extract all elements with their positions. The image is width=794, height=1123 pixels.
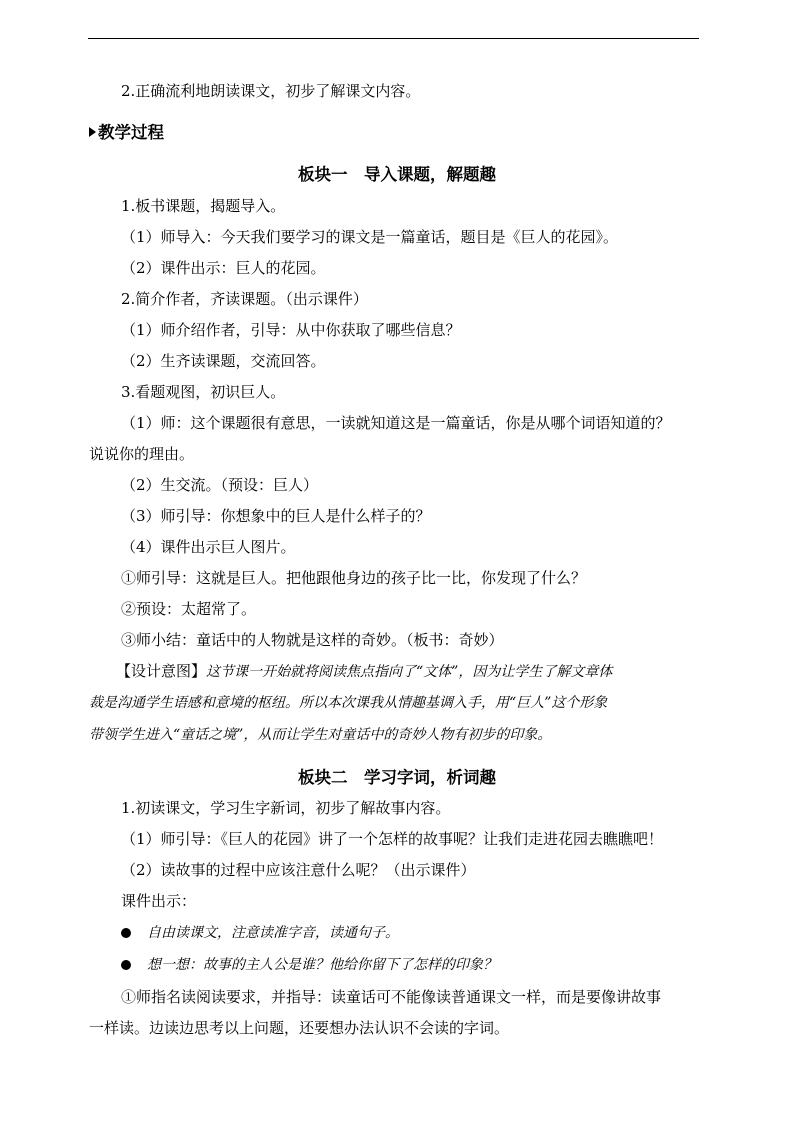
paragraph-line: 课件出示： (121, 892, 197, 910)
header-rule (88, 38, 699, 39)
paragraph-line: ①师引导：这就是巨人。把他跟他身边的孩子比一比，你发现了什么？ (121, 569, 587, 587)
paragraph-line: （1）师介绍作者，引导：从中你获取了哪些信息？ (121, 321, 461, 339)
paragraph-line: 一样读。边读边思考以上问题，还要想办法认识不会读的字词。 (89, 1019, 510, 1037)
paragraph-line: （4）课件出示巨人图片。 (121, 538, 296, 556)
paragraph-line: （2）生齐读课题，交流回答。 (121, 352, 326, 370)
design-intent-text: 带领学生进入“童话之境”，从而让学生对童话中的奇妙人物有初步的印象。 (89, 727, 552, 743)
bullet-text: 想一想：故事的主人公是谁？他给你留下了怎样的印象？ (147, 957, 497, 973)
paragraph-line: （2）读故事的过程中应该注意什么呢？（出示课件） (121, 861, 476, 879)
paragraph-line: 3.看题观图，初识巨人。 (121, 383, 286, 401)
section-title (89, 119, 164, 143)
triangle-icon (89, 127, 96, 137)
paragraph-line: 2.简介作者，齐读课题。（出示课件） (121, 290, 368, 308)
paragraph-line: （1）师：这个课题很有意思，一读就知道这是一篇童话，你是从哪个词语知道的？ (121, 414, 671, 432)
design-intent-label: 【设计意图】 (116, 662, 207, 680)
block2-heading: 板块二 学习字词，析词趣 (298, 768, 496, 787)
paragraph-line: 说说你的理由。 (89, 445, 195, 463)
paragraph-line: （2）生交流。（预设：巨人） (121, 476, 319, 494)
bullet-icon (121, 928, 131, 938)
paragraph-line: ③师小结：童话中的人物就是这样的奇妙。（板书：奇妙） (121, 631, 504, 649)
paragraph-line: （3）师引导：你想象中的巨人是什么样子的？ (121, 507, 431, 525)
objective-line: 2.正确流利地朗读课文，初步了解课文内容。 (121, 82, 421, 100)
block1-heading: 板块一 导入课题，解题趣 (298, 165, 496, 184)
bullet-icon (121, 960, 131, 970)
paragraph-line: ②预设：太超常了。 (121, 600, 257, 618)
design-intent-text: 裁是沟通学生语感和意境的枢纽。所以本次课我从情趣基调入手，用“巨人”这个形象 (89, 695, 608, 711)
paragraph-line: （2）课件出示：巨人的花园。 (121, 259, 326, 277)
paragraph-line: ①师指名读阅读要求，并指导：读童话可不能像读普通课文一样，而是要像讲故事 (121, 988, 662, 1006)
section-title-text: 教学过程 (98, 123, 164, 142)
design-intent-text: 这节课一开始就将阅读焦点指向了“文体”，因为让学生了解文章体 (206, 664, 613, 680)
design-intent-line (116, 664, 612, 679)
paragraph-line: （1）师引导：《巨人的花园》讲了一个怎样的故事呢？让我们走进花园去瞧瞧吧！ (121, 830, 664, 848)
paragraph-line: 1.板书课题，揭题导入。 (121, 197, 286, 215)
bullet-text: 自由读课文，注意读准字音，读通句子。 (147, 925, 399, 941)
paragraph-line: （1）师导入：今天我们要学习的课文是一篇童话，题目是《巨人的花园》。 (121, 228, 619, 246)
paragraph-line: 1.初读课文，学习生字新词，初步了解故事内容。 (121, 799, 451, 817)
